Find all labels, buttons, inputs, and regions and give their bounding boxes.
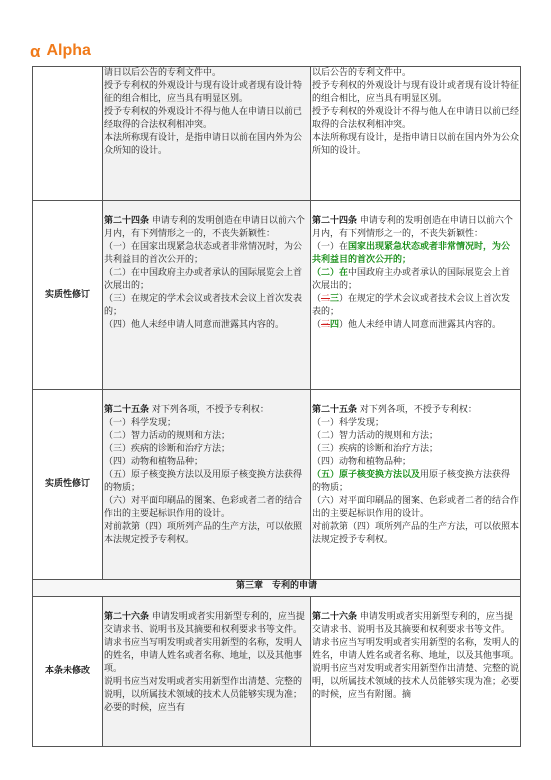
list-item: （六）对平面印刷品的图案、色彩或者二者的结合作出的主要起标识作用的设计。 — [104, 496, 303, 519]
old-text-cell — [103, 67, 311, 201]
item-text: ）他人未经申请人同意而泄露其内容的。 — [339, 320, 502, 330]
list-item: （三）疾病的诊断和治疗方法； — [104, 444, 231, 454]
table-row — [33, 597, 521, 747]
item-text: 用原子核变换方法获得的物质； — [312, 470, 511, 493]
article-number: 第二十四条 — [312, 216, 358, 226]
table-row — [33, 390, 521, 580]
paragraph: 请日以后公告的专利文件中。 — [104, 68, 222, 78]
list-item: （二）智力活动的规则和方法； — [312, 431, 439, 441]
article-body: 申请发明或者实用新型专利的，应当提交请求书、说明书及其摘要和权利要求书等文件。 — [312, 612, 513, 635]
article-number: 第二十五条 — [312, 405, 358, 415]
added-text: 四 — [330, 320, 340, 330]
added-text: （二）在 — [312, 268, 349, 278]
paragraph: 本法所称现有设计，是指申请日以前在国内外为公众所知的设计。 — [312, 133, 520, 156]
list-item: （五）原子核变换方法以及用原子核变换方法获得的物质； — [104, 470, 303, 493]
list-item: 对前款第（四）项所列产品的生产方法，可以依照本法规定授予专利权。 — [312, 522, 520, 545]
item-prefix: （ — [312, 320, 322, 330]
paragraph: 授予专利权的外观设计与现有设计或者现有设计特征的组合相比，应当具有明显区别。 — [104, 81, 303, 104]
paragraph: 本法所称现有设计，是指申请日以前在国内外为公众所知的设计。 — [104, 133, 303, 156]
article-paragraph — [104, 404, 309, 417]
article-paragraph — [104, 215, 309, 241]
old-text-cell — [103, 201, 311, 390]
list-item: （三）在规定的学术会议或者技术会议上首次发表的； — [104, 294, 303, 317]
list-item: （六）对平面印刷品的图案、色彩或者二者的结合作出的主要起标识作用的设计。 — [312, 496, 520, 519]
paragraph: 说明书应当对发明或者实用新型作出清楚、完整的说明，以所属技术领域的技术人员能够实现为准；必要的时候，应当有附图。摘 — [312, 664, 520, 700]
list-item: 对前款第（四）项所列产品的生产方法，可以依照本法规定授予专利权。 — [104, 522, 303, 545]
article-body: 申请专利的发明创造在申请日以前六个月内，有下列情形之一的，不丧失新颖性： — [312, 216, 513, 239]
list-item: （三）疾病的诊断和治疗方法； — [312, 444, 439, 454]
table-row — [33, 201, 521, 390]
paragraph: 授予专利权的外观设计与现有设计或者现有设计特征的组合相比，应当具有明显区别。 — [312, 81, 520, 104]
new-text-cell — [311, 201, 521, 390]
list-item: （一）科学发现； — [104, 418, 177, 428]
article-number: 第二十四条 — [104, 216, 150, 226]
article-number: 第二十六条 — [104, 612, 150, 622]
table-row — [33, 67, 521, 201]
article-body: 对下列各项，不授予专利权： — [151, 405, 269, 415]
list-item: （四）动物和植物品种； — [104, 457, 204, 467]
article-paragraph — [104, 611, 309, 637]
chapter-heading: 第三章 专利的申请 — [33, 580, 521, 597]
chapter-row — [33, 580, 521, 597]
article-body: 申请发明或者实用新型专利的，应当提交请求书、说明书及其摘要和权利要求书等文件。 — [104, 612, 305, 635]
article-number: 第二十五条 — [104, 405, 150, 415]
old-text-cell — [103, 390, 311, 580]
paragraph: 说明书应当对发明或者实用新型作出清楚、完整的说明，以所属技术领域的技术人员能够实现为准；必要的时候，应当有 — [104, 677, 303, 713]
list-item: （二）智力活动的规则和方法； — [104, 431, 231, 441]
row-label: 实质性修订 — [33, 390, 103, 580]
paragraph: 授予专利权的外观设计不得与他人在申请日以前已经取得的合法权利相冲突。 — [104, 107, 303, 130]
row-label: 本条未修改 — [33, 597, 103, 747]
deleted-text: 二 — [321, 294, 331, 304]
item-prefix: （一）在 — [312, 242, 349, 252]
list-item — [312, 267, 519, 293]
comparison-table — [32, 66, 521, 747]
list-item: （一）科学发现； — [312, 418, 385, 428]
article-body: 申请专利的发明创造在申请日以前六个月内，有下列情形之一的，不丧失新颖性： — [104, 216, 305, 239]
list-item: （二）在中国政府主办或者承认的国际展览会上首次展出的； — [104, 268, 303, 291]
list-item: （一）在国家出现紧急状态或者非常情况时，为公共利益目的首次公开的； — [104, 242, 303, 265]
list-item — [312, 469, 519, 495]
old-text-cell — [103, 597, 311, 747]
list-item — [312, 293, 519, 319]
article-paragraph — [312, 404, 519, 417]
paragraph: 请求书应当写明发明或者实用新型的名称，发明人的姓名，申请人姓名或者名称、地址，以及其他事项。 — [312, 638, 520, 661]
article-paragraph — [312, 215, 519, 241]
article-number: 第二十六条 — [312, 612, 358, 622]
new-text-cell — [311, 390, 521, 580]
added-text: （五）原子核变换方法以及 — [312, 470, 421, 480]
added-text: 三 — [330, 294, 340, 304]
paragraph: 请求书应当写明发明或者实用新型的名称，发明人的姓名，申请人姓名或者名称、地址，以及其他事项。 — [104, 638, 303, 674]
list-item — [312, 241, 519, 267]
row-label: 实质性修订 — [33, 201, 103, 390]
alpha-logo-icon: α — [30, 41, 41, 61]
added-text: 国家出现紧急状态或者非常情况时，为公共利益目的首次公开的； — [312, 242, 511, 265]
deleted-text: 三 — [321, 320, 331, 330]
row-label — [33, 67, 103, 201]
item-text: 中国政府主办或者承认的国际展览会上首次展出的； — [312, 268, 511, 291]
article-body: 对下列各项，不授予专利权： — [359, 405, 477, 415]
item-text: ）在规定的学术会议或者技术会议上首次发表的； — [312, 294, 511, 317]
list-item: （四）动物和植物品种； — [312, 457, 412, 467]
new-text-cell — [311, 67, 521, 201]
new-text-cell — [311, 597, 521, 747]
article-paragraph — [312, 611, 519, 637]
alpha-logo-text: Alpha — [46, 42, 91, 59]
alpha-logo — [30, 42, 91, 60]
item-prefix: （ — [312, 294, 322, 304]
list-item: （四）他人未经申请人同意而泄露其内容的。 — [104, 320, 285, 330]
paragraph: 授予专利权的外观设计不得与他人在申请日以前已经取得的合法权利相冲突。 — [312, 107, 520, 130]
list-item — [312, 319, 519, 332]
paragraph: 以后公告的专利文件中。 — [312, 68, 412, 78]
